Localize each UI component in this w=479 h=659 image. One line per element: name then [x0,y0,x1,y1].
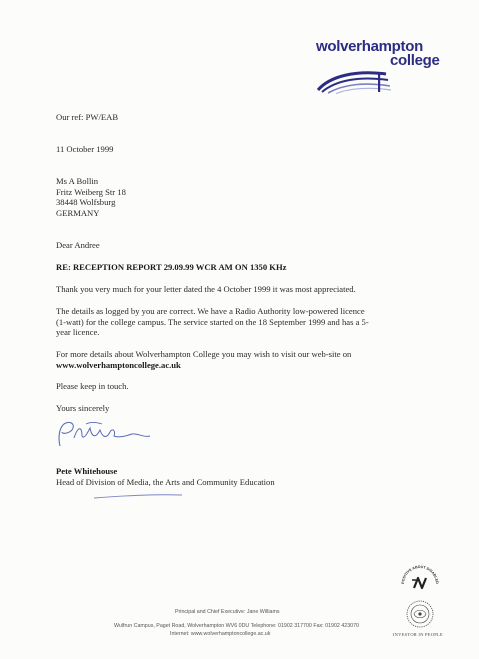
address-line: 38448 Wolfsburg [56,197,116,207]
closing: Yours sincerely [56,403,110,413]
address-line: Ms A Bollin [56,176,99,186]
paragraph-2-line: The details as logged by you are correct. We have a Radio Authority low-powered licence [56,306,365,316]
paragraph-1: Thank you very much for your letter dated the 4 October 1999 it was most appreciated. [56,284,356,294]
signer-title: Head of Division of Media, the Arts and Community Education [56,476,275,487]
logo-text-wolverhampton: wolverhampton [316,38,423,55]
footer-principal: Principal and Chief Executive: Jane Williams [175,609,280,615]
address-line: Fritz Weiberg Str 18 [56,186,126,197]
footer-address: Wulfrun Campus, Paget Road, Wolverhampton WV6 0DU Telephone: 01902 317700 Fax: 01902 423070 [114,623,359,629]
logo-text-college: college [390,52,440,69]
salutation: Dear Andree [56,240,100,250]
paragraph-4: Please keep in touch. [56,381,129,391]
investor-in-people-label: INVESTOR IN PEOPLE [393,632,443,637]
positive-about-disabled-badge [398,562,442,598]
investor-in-people-badge [400,598,440,632]
college-logo [316,38,446,92]
footer-internet[interactable]: Internet: www.wolverhamptoncollege.ac.uk [170,631,271,637]
badge-disabled-text: POSITIVE ABOUT DISABLED [400,564,440,585]
address-line: GERMANY [56,207,100,218]
subject-line: RE: RECEPTION REPORT 29.09.99 WCR AM ON 1350 KHz [56,262,287,272]
paragraph-2-line: (1-watt) for the college campus. The service started on the 18 September 1999 and has a 5- [56,316,369,327]
logo-swoosh-icon [316,68,392,94]
paragraph-3-line: For more details about Wolverhampton College you may wish to visit our web-site on [56,349,352,359]
our-reference: Our ref: PW/EAB [56,112,119,122]
website-url[interactable]: www.wolverhamptoncollege.ac.uk [56,359,181,370]
letter-date: 11 October 1999 [56,144,114,154]
handwritten-signature [56,418,156,450]
signer-name: Pete Whitehouse [56,466,118,476]
paragraph-2-line: year licence. [56,327,100,337]
decorative-stroke [92,492,184,502]
